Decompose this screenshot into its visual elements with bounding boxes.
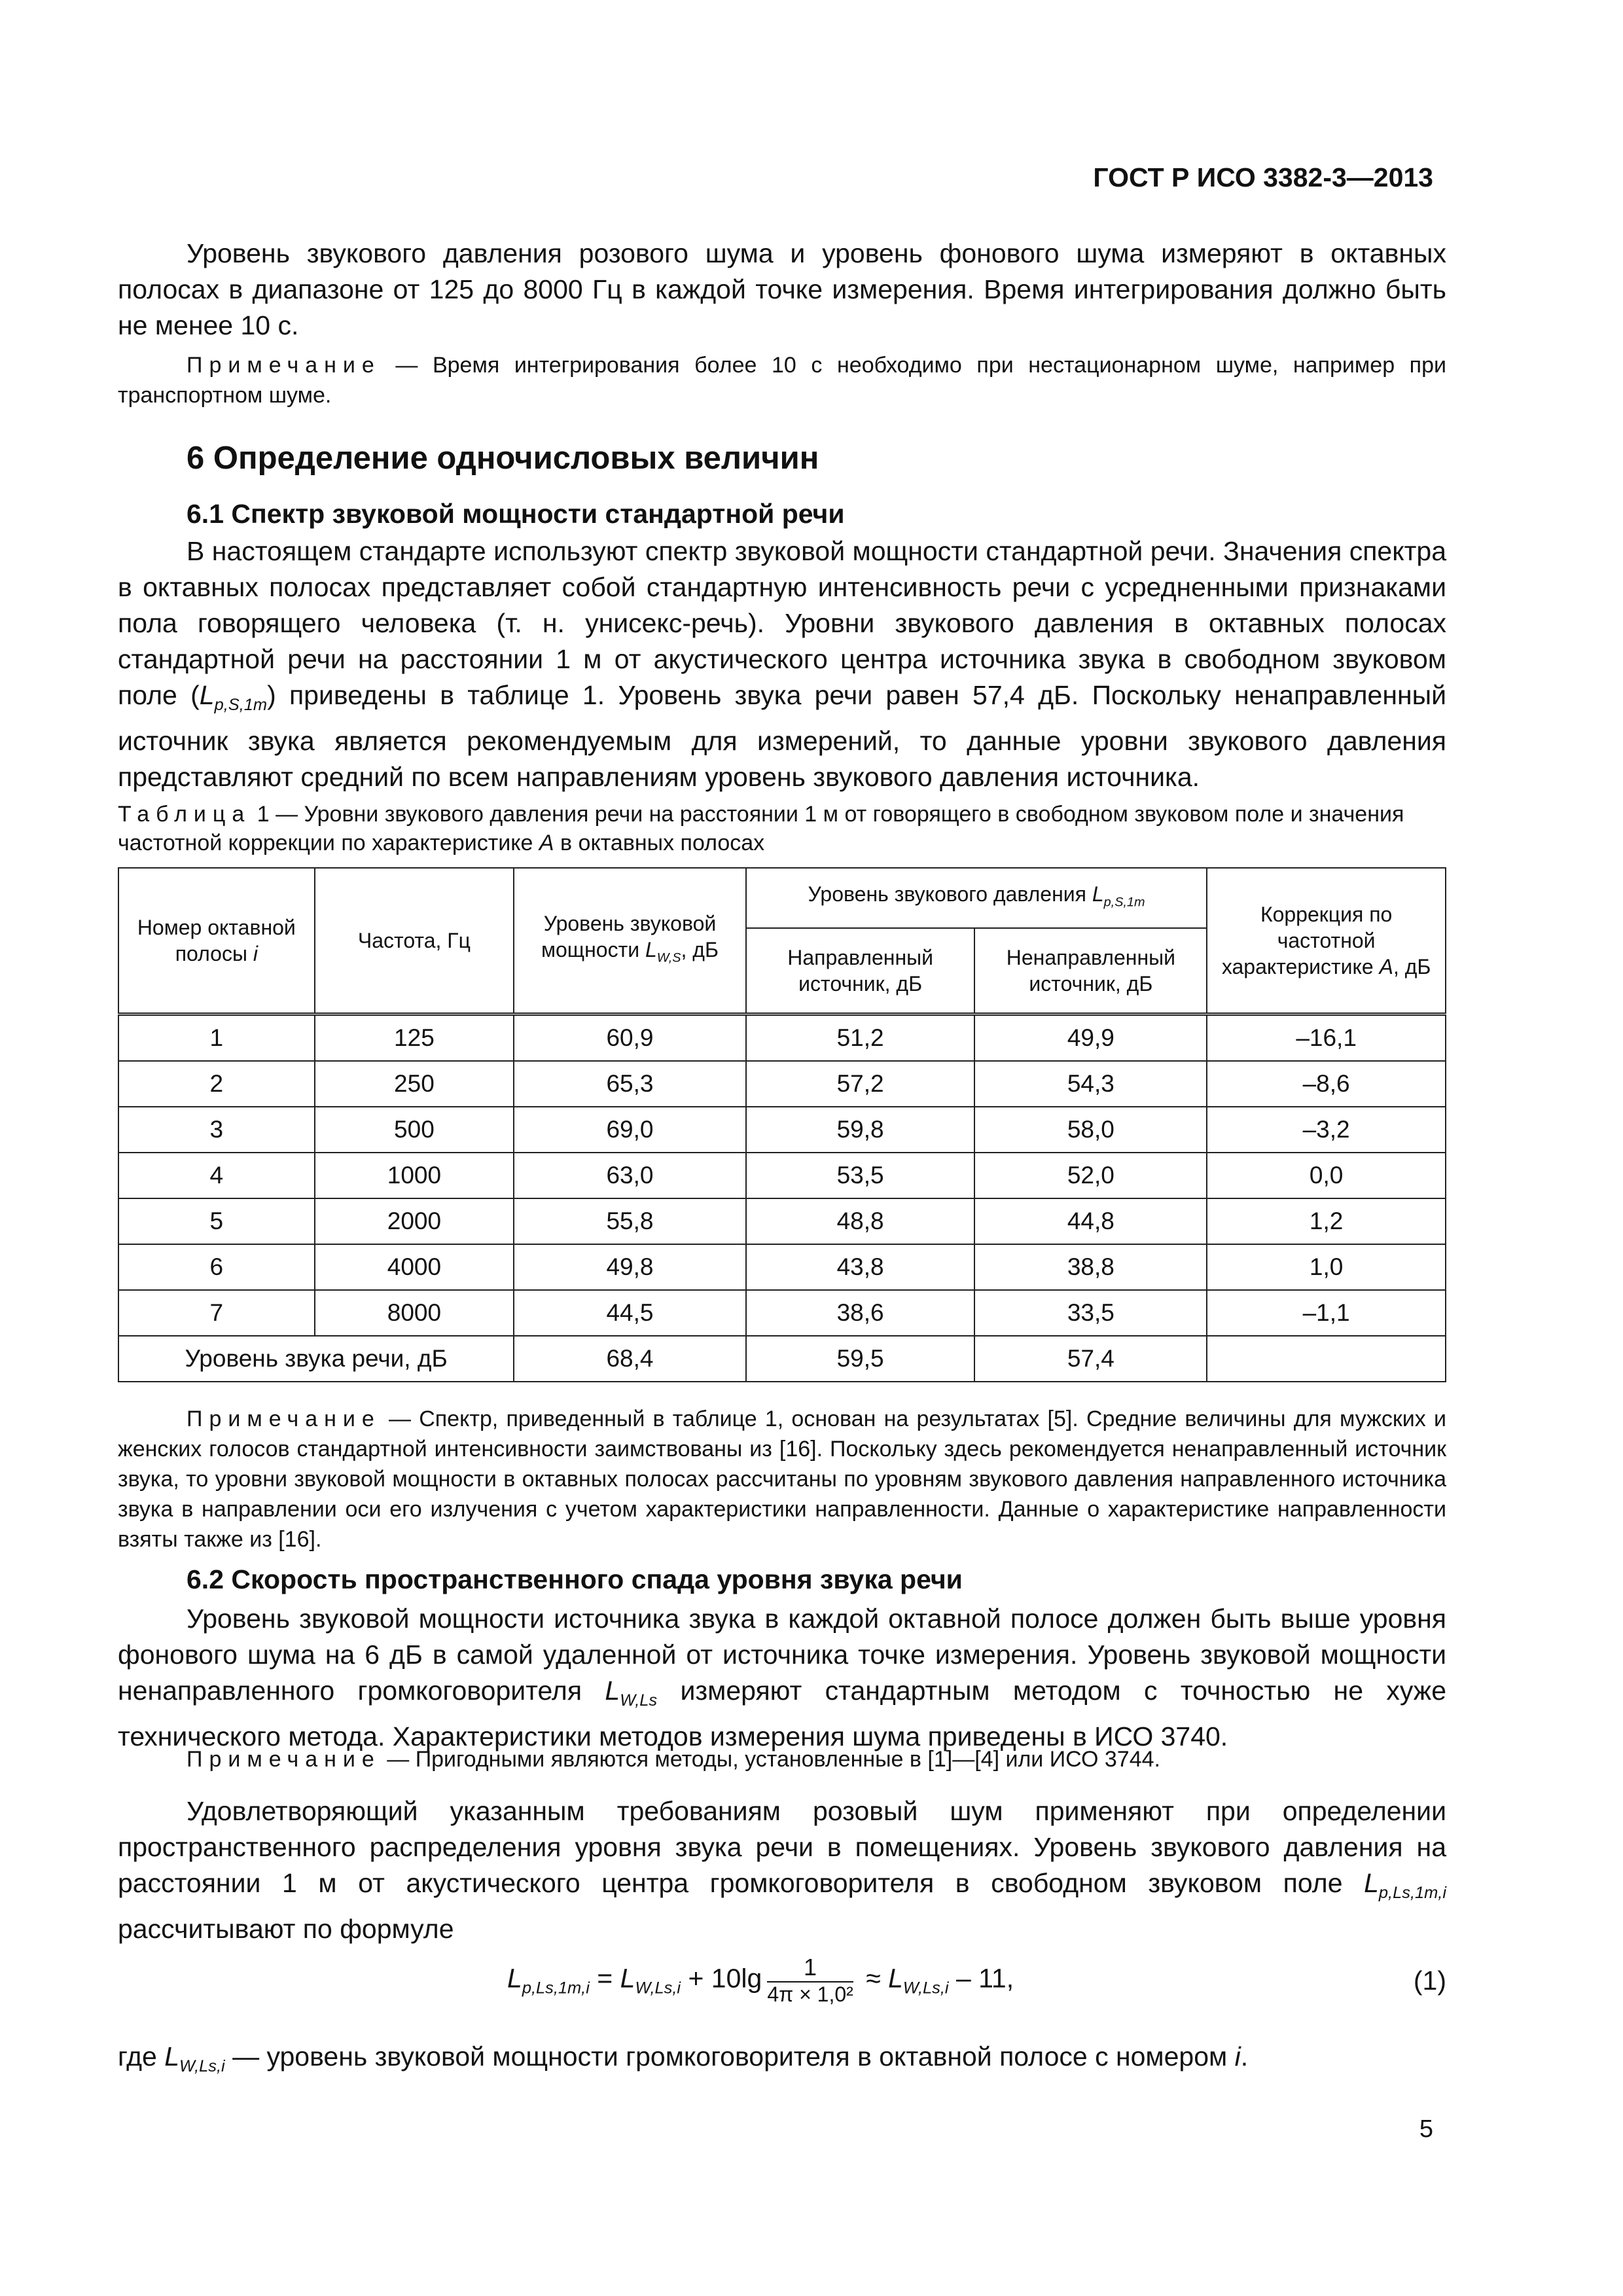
formula-operator: ≈ [858,1963,889,1994]
cell-frequency: 500 [315,1107,514,1153]
table-row [118,1198,1446,1244]
cell-band: 5 [118,1198,315,1244]
text-run: В настоящем стандарте используют спектр звуковой мощности стандартной речи. Значения спектра в октавных полосах представляет собой стандартную интенсивность речи с усредненными признаками пола говорящего человека (т. н. унисекс-речь). Уровни звукового давления в октавных полосах стандартной речи на расстоянии 1 м от акустического центра источника звука в свободном звуковом поле ( [118,536,1446,710]
fraction-denominator: 4π × 1,0² [767,1982,853,2006]
cell-omni: 33,5 [974,1290,1207,1336]
text-run: Уровень звуковой мощности источника звука в каждой октавной полосе должен быть выше уровня фонового шума на 6 дБ в самой удаленной от источника точке измерения. Уровень звуковой мощности ненаправленного громкоговорителя [118,1604,1446,1706]
formula-symbol: L [888,1963,903,1994]
document-id-header: ГОСТ Р ИСО 3382-3—2013 [1093,162,1433,192]
header-omnidirectional: Ненаправленный источник, дБ [974,928,1207,1014]
formula-explanation [118,2039,1446,2085]
text-run: . [1240,2041,1249,2072]
cell-omni: 38,8 [974,1244,1207,1290]
text-run: Удовлетворяющий указанным требованиям розовый шум применяют при определении пространственного распределения уровня звука речи в помещениях. Уровень звукового давления на расстоянии 1 м от акустического центра громкоговорителя в свободном звуковом поле [118,1796,1446,1898]
caption-label: Таблица [118,802,251,827]
cell-directional: 43,8 [746,1244,975,1290]
cell-directional: 48,8 [746,1198,975,1244]
cell-correction: 0,0 [1207,1153,1446,1198]
header-correction: Коррекция по частотной характеристике A, дБ [1207,868,1446,1014]
paragraph-pink-noise [118,1793,1446,1947]
symbol-subscript: W,Ls [620,1691,658,1710]
header-band: Номер октавной полосы i [118,868,315,1014]
cell-directional: 53,5 [746,1153,975,1198]
header-frequency: Частота, Гц [315,868,514,1014]
symbol-i: i [1234,2041,1241,2072]
table-1 [118,867,1446,1382]
cell-frequency: 8000 [315,1290,514,1336]
page-number: 5 [1419,2115,1433,2143]
formula-symbol: L [507,1963,522,1994]
caption-tail: в октавных полосах [554,831,765,855]
table-row [118,1107,1446,1153]
cell-band: 2 [118,1061,315,1107]
cell-omni: 49,9 [974,1014,1207,1062]
note-label: Примечание [187,1747,381,1772]
formula-operator: = [589,1963,620,1994]
formula-subscript: W,Ls,i [635,1979,681,1998]
cell-correction: –16,1 [1207,1014,1446,1062]
formula-symbol: L [620,1963,635,1994]
cell-frequency: 1000 [315,1153,514,1198]
symbol-L: L [1364,1868,1379,1898]
text-run: где [118,2041,165,2072]
symbol-L: L [164,2041,180,2072]
section-6-2-title: 6.2 Скорость пространственного спада уровня звука речи [187,1564,963,1594]
cell-power: 44,5 [514,1290,746,1336]
formula-subscript: p,Ls,1m,i [522,1979,590,1998]
formula-1 [507,1954,1014,2007]
cell-total-correction [1207,1336,1446,1382]
formula-operator: + 10lg [681,1963,762,1994]
cell-correction: –3,2 [1207,1107,1446,1153]
note-label: Примечание [187,353,381,378]
header-power-level: Уровень звуковой мощности $L_{W,S}$, дБ [514,868,746,1014]
cell-power: 69,0 [514,1107,746,1153]
cell-band: 6 [118,1244,315,1290]
header-directional: Направленный источник, дБ [746,928,975,1014]
cell-power: 55,8 [514,1198,746,1244]
note-spectrum-source [118,1404,1446,1554]
text-run: измеряют стандартным методом с точностью не хуже технического метода. Характеристики методов измерения шума приведены в ИСО 3740. [118,1676,1447,1752]
cell-power: 65,3 [514,1061,746,1107]
note-text: — Время интегрирования более 10 с необходимо при нестационарном шуме, например при транспортном шуме. [118,353,1446,408]
table-row [118,1290,1446,1336]
cell-total-power: 68,4 [514,1336,746,1382]
header-spl: Уровень звукового давления $L_{p,S,1m}$ [746,868,1207,928]
cell-power: 63,0 [514,1153,746,1198]
cell-frequency: 4000 [315,1244,514,1290]
cell-frequency: 250 [315,1061,514,1107]
cell-band: 7 [118,1290,315,1336]
cell-omni: 58,0 [974,1107,1207,1153]
equation-number: (1) [1413,1965,1446,1996]
cell-omni: 52,0 [974,1153,1207,1198]
symbol-subscript: p,S,1m [214,696,268,715]
cell-correction: –1,1 [1207,1290,1446,1336]
cell-correction: 1,0 [1207,1244,1446,1290]
text-run: — уровень звуковой мощности громкоговорителя в октавной полосе с номером [224,2041,1235,2072]
text-run: ) приведены в таблице 1. Уровень звука речи равен 57,4 дБ. Поскольку ненаправленный источник звука является рекомендуемым для измерений, то данные уровни звукового давления представляют средний по всем направлениям уровень звукового давления источника. [118,680,1447,793]
cell-omni: 44,8 [974,1198,1207,1244]
table-1-caption [118,800,1446,857]
table-row [118,1061,1446,1107]
symbol-subscript: p,Ls,1m,i [1378,1884,1446,1903]
paragraph-speech-spectrum [118,533,1446,795]
paragraph-measurement: Уровень звукового давления розового шума и уровень фонового шума измеряют в октавных полосах в диапазоне от 125 до 8000 Гц в каждой точке измерения. Время интегрирования должно быть не менее 10 с. [118,238,1446,340]
cell-power: 49,8 [514,1244,746,1290]
cell-band: 1 [118,1014,315,1062]
caption-text: 1 — Уровни звукового давления речи на расстоянии 1 м от говорящего в свободном звуковом поле и значения частотной коррекции по характеристике [118,802,1404,855]
note-methods [118,1744,1446,1774]
cell-band: 4 [118,1153,315,1198]
formula-tail: – 11, [948,1963,1014,1994]
table-row [118,1014,1446,1062]
section-6-title: 6 Определение одночисловых величин [187,440,819,476]
fraction-numerator: 1 [767,1954,853,1982]
table-row [118,1244,1446,1290]
cell-correction: 1,2 [1207,1198,1446,1244]
cell-total-directional: 59,5 [746,1336,975,1382]
cell-directional: 59,8 [746,1107,975,1153]
cell-directional: 38,6 [746,1290,975,1336]
section-6-1-title: 6.1 Спектр звуковой мощности стандартной речи [187,499,845,529]
caption-symbol: A [539,831,554,855]
cell-correction: –8,6 [1207,1061,1446,1107]
table-total-row [118,1336,1446,1382]
cell-directional: 57,2 [746,1061,975,1107]
text-run: рассчитывают по формуле [118,1914,454,1945]
note-text: — Пригодными являются методы, установленные в [1]—[4] или ИСО 3744. [380,1747,1160,1772]
symbol-subscript: W,Ls,i [179,2057,225,2076]
cell-directional: 51,2 [746,1014,975,1062]
note-integration-time [118,350,1446,410]
cell-frequency: 125 [315,1014,514,1062]
cell-band: 3 [118,1107,315,1153]
symbol-L: L [605,1676,620,1706]
formula-subscript: W,Ls,i [902,1979,949,1998]
cell-power: 60,9 [514,1014,746,1062]
cell-total-omni: 57,4 [974,1336,1207,1382]
cell-total-label: Уровень звука речи, дБ [118,1336,514,1382]
formula-fraction [767,1954,853,2007]
cell-omni: 54,3 [974,1061,1207,1107]
paragraph-source-power [118,1601,1446,1755]
symbol-L: L [199,680,215,710]
cell-frequency: 2000 [315,1198,514,1244]
table-row [118,1153,1446,1198]
note-text: — Спектр, приведенный в таблице 1, основан на результатах [5]. Средние величины для мужских и женских голосов стандартной интенсивности заимствованы из [16]. Поскольку здесь рекомендуется ненаправленный источник звука, то уровни звуковой мощности в октавных полосах рассчитаны по уровням звукового давления направленного источника звука в направлении оси его излучения с учетом характеристики направленности. Данные о характеристике направленности взяты также из [16]. [118,1407,1446,1552]
note-label: Примечание [187,1407,381,1431]
